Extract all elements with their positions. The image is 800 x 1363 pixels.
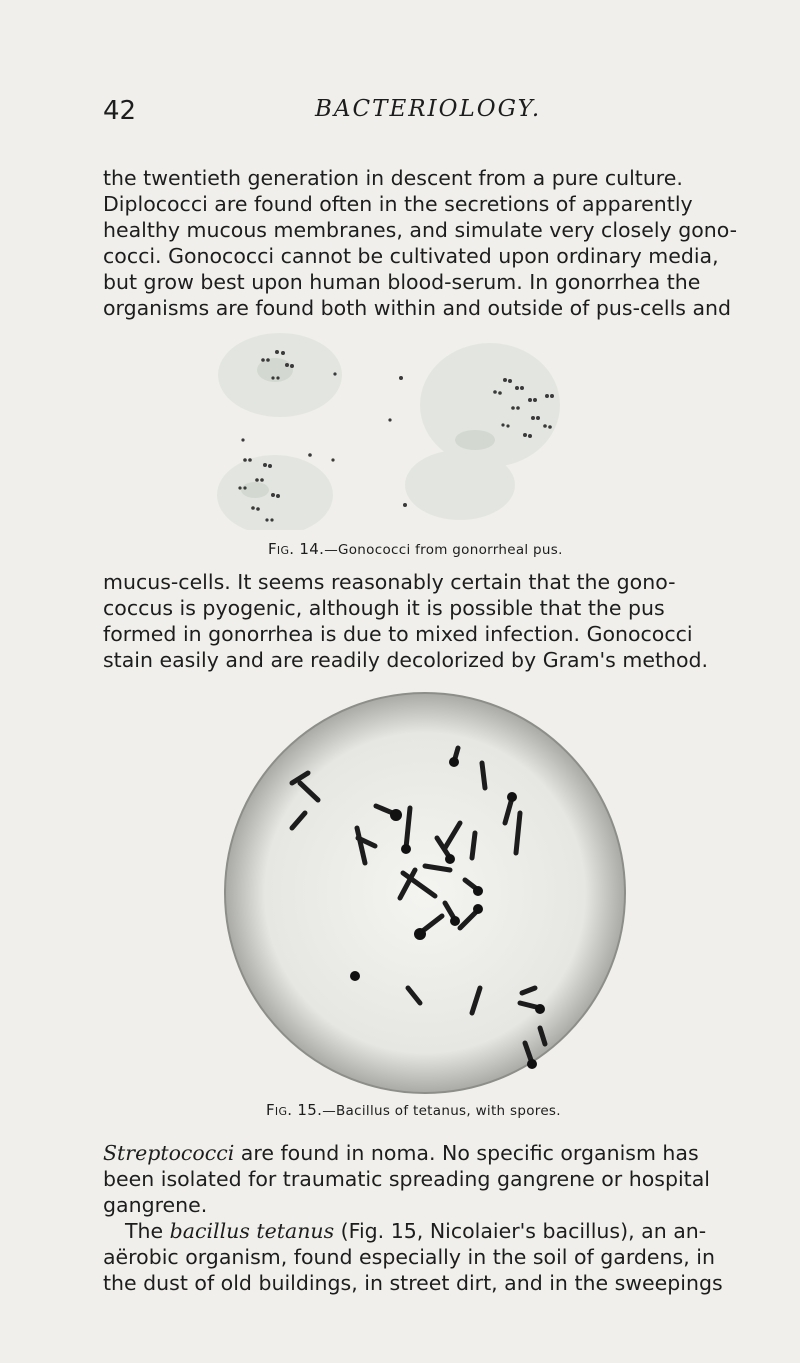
text-run: The [125,1219,170,1243]
figure-caption-text: —Bacillus of tetanus, with spores. [322,1103,561,1119]
paragraph-gonococci [103,165,743,321]
text-line: gangrene. [103,1193,208,1217]
text-line: Diplococci are found often in the secretions of apparently [103,192,693,216]
figure-caption-text: —Gonococci from gonorrheal pus. [324,542,563,558]
figure-14-gonococci-illustration [215,330,605,530]
page-header [0,96,800,136]
text-line: the dust of old buildings, in street dirt, and in the sweepings [103,1271,723,1295]
text-line: formed in gonorrhea is due to mixed infection. Gonococci [103,622,693,646]
figure-15-caption [266,1101,561,1119]
text-line: but grow best upon human blood-serum. In gonorrhea the [103,270,701,294]
text-line: coccus is pyogenic, although it is possible that the pus [103,596,665,620]
text-line [103,1140,743,1166]
species-name: Streptococci [103,1141,235,1165]
text-line: organisms are found both within and outside of pus-cells and [103,296,732,320]
species-name: bacillus tetanus [169,1219,335,1243]
text-run: are found in noma. No specific organism has [234,1141,699,1165]
text-line: the twentieth generation in descent from a pure culture. [103,166,683,190]
text-line: been isolated for traumatic spreading gangrene or hospital [103,1167,710,1191]
figure-label: Fig. 15. [266,1101,323,1119]
text-line [103,1218,743,1244]
text-line: mucus-cells. It seems reasonably certain that the gono- [103,570,676,594]
figure-14-caption [268,540,563,558]
text-line: healthy mucous membranes, and simulate very closely gono- [103,218,738,242]
text-run: (Fig. 15, Nicolaier's bacillus), an an- [334,1219,707,1243]
paragraph-pyogenic [103,569,743,673]
figure-15-tetanus-illustration [210,688,640,1098]
running-title: BACTERIOLOGY. [315,96,542,122]
text-line: cocci. Gonococci cannot be cultivated upon ordinary media, [103,244,719,268]
figure-label: Fig. 14. [268,540,325,558]
paragraph-streptococci-tetanus [103,1140,743,1296]
text-line: aërobic organism, found especially in the soil of gardens, in [103,1245,715,1269]
text-line: stain easily and are readily decolorized by Gram's method. [103,648,709,672]
page-number: 42 [103,96,137,126]
